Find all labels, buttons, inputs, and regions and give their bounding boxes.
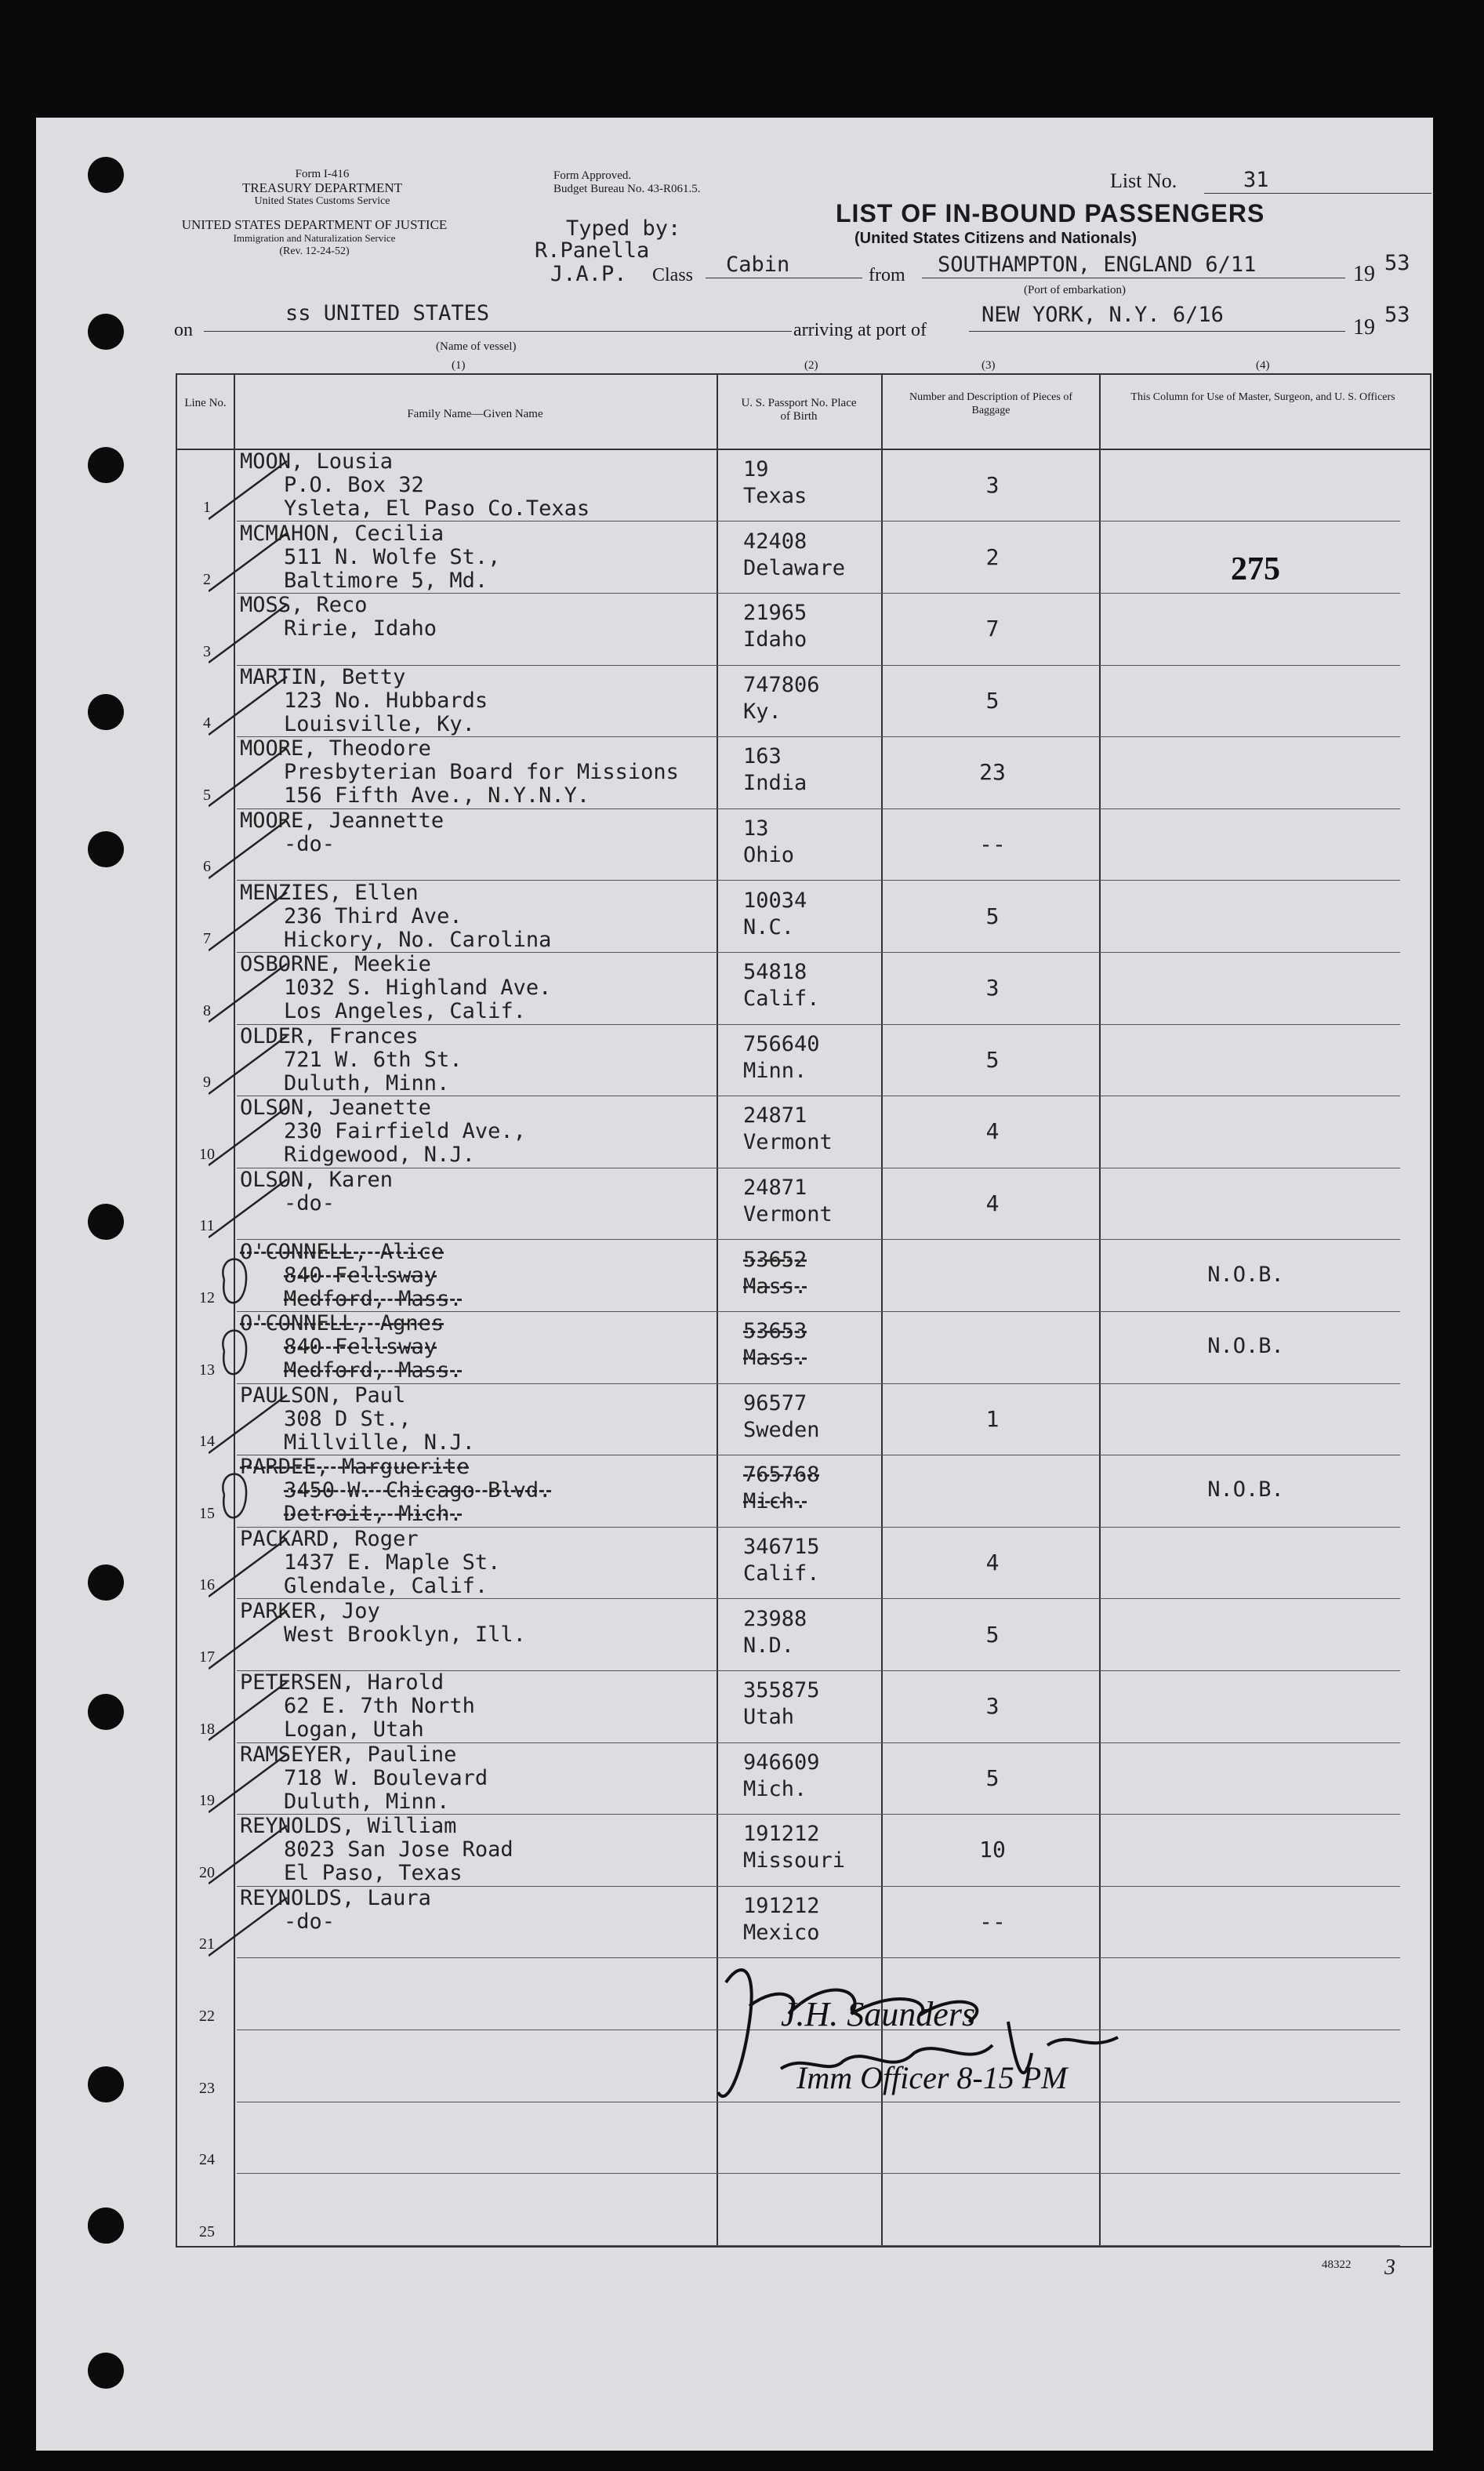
col-header-passport: U. S. Passport No. Place of Birth [741, 397, 857, 423]
punch-hole [88, 1564, 124, 1601]
list-no-label: List No. [1110, 169, 1177, 192]
port-embark-caption: (Port of embarkation) [1024, 284, 1126, 296]
address-line-1: 3450 W. Chicago Blvd. [284, 1478, 552, 1503]
line-number: 7 [203, 929, 211, 947]
address-line-1: 718 W. Boulevard [284, 1765, 488, 1790]
passport-number: 24871 [743, 1103, 807, 1128]
baggage-count: 5 [985, 1046, 1000, 1073]
passenger-name: MOSS, Reco [240, 593, 368, 618]
line-number: 19 [199, 1792, 215, 1810]
passenger-name: OSBORNE, Meekie [240, 952, 431, 977]
line-number: 20 [199, 1863, 215, 1881]
baggage-count: 3 [985, 1693, 1000, 1720]
baggage-count: 5 [985, 687, 1000, 714]
place-of-birth: Ohio [743, 843, 795, 867]
check-mark [209, 1104, 295, 1167]
arrive-year-prefix: 19 [1353, 315, 1375, 340]
punch-hole [88, 694, 124, 730]
list-no-value: 31 [1243, 168, 1269, 192]
passenger-name: PARDEE, Marguerite [240, 1455, 470, 1480]
form-identification [216, 168, 428, 208]
place-of-birth: Mass. [743, 1346, 807, 1371]
baggage-count: 1 [985, 1405, 1000, 1432]
footer-code: 48322 [1322, 2258, 1352, 2271]
table-row [177, 1671, 1400, 1742]
address-line-2: Detroit, Mich. [284, 1502, 463, 1527]
address-line-2: Ridgewood, N.J. [284, 1143, 475, 1168]
col-header-baggage: Number and Description of Pieces of Baggage [909, 391, 1072, 416]
passport-number: 346715 [743, 1535, 820, 1559]
passenger-name-cell [240, 1384, 773, 1455]
check-mark [209, 1895, 295, 1957]
passenger-name: MARTIN, Betty [240, 664, 406, 689]
passenger-name: MOORE, Theodore [240, 736, 431, 761]
address-line-2: El Paso, Texas [284, 1861, 463, 1886]
on-label: on [174, 320, 193, 340]
baggage-count: 10 [979, 1837, 1006, 1863]
officer-signature [710, 1951, 1149, 2147]
check-mark [209, 1392, 295, 1455]
from-year: 53 [1384, 251, 1410, 275]
line-number: 13 [199, 1361, 215, 1379]
from-label: from [869, 265, 905, 285]
table-row [177, 1241, 1400, 1312]
passport-number: 19 [743, 457, 769, 481]
passport-number: 10034 [743, 888, 807, 913]
baggage-count: 2 [985, 543, 1000, 570]
class-value: Cabin [726, 253, 790, 277]
manifest-page [36, 118, 1433, 2451]
address-line-1: 308 D St., [284, 1406, 412, 1431]
address-line-2: 156 Fifth Ave., N.Y.N.Y. [284, 783, 590, 809]
passport-cell [743, 959, 900, 1012]
table-row [177, 450, 1400, 521]
address-line-2: Louisville, Ky. [284, 711, 475, 736]
address-line-2: Medford, Mass. [284, 1286, 463, 1311]
line-number: 8 [203, 1001, 211, 1019]
address-line-1: 230 Fairfield Ave., [284, 1119, 526, 1144]
line-number: 6 [203, 858, 211, 876]
passenger-name: MOORE, Jeannette [240, 809, 444, 833]
check-mark [209, 1679, 295, 1742]
passport-number: 23988 [743, 1606, 807, 1631]
table-row [177, 1743, 1400, 1815]
col-num-3: (3) [981, 359, 996, 372]
baggage-count: 5 [985, 1764, 1000, 1791]
address-line-1: 721 W. 6th St. [284, 1047, 463, 1072]
passport-cell [743, 1893, 900, 1946]
address-line-2: Logan, Utah [284, 1717, 424, 1742]
passenger-name-cell [240, 522, 773, 593]
passenger-name-cell [240, 1600, 773, 1647]
place-of-birth: Sweden [743, 1417, 820, 1442]
check-mark [209, 601, 295, 664]
passport-cell [743, 888, 900, 941]
budget-bureau: Budget Bureau No. 43-R061.5. [553, 183, 701, 195]
passenger-name: OLSON, Jeanette [240, 1096, 431, 1121]
address-line-1: 62 E. 7th North [284, 1694, 475, 1719]
vessel-caption: (Name of vessel) [436, 340, 517, 353]
col-num-1: (1) [452, 359, 466, 372]
passenger-name: MCMAHON, Cecilia [240, 521, 444, 546]
baggage-count: -- [979, 1909, 1006, 1935]
baggage-count: 5 [985, 1621, 1000, 1648]
address-line-2: Baltimore 5, Md. [284, 568, 488, 593]
punch-hole [88, 2208, 124, 2244]
check-mark [209, 458, 295, 521]
passport-number: 53653 [743, 1319, 807, 1344]
line-number: 9 [203, 1074, 211, 1092]
page-title: LIST OF IN-BOUND PASSENGERS [836, 199, 1265, 227]
address-line-2: Ysleta, El Paso Co.Texas [284, 496, 590, 521]
passenger-name: RAMSEYER, Pauline [240, 1742, 457, 1767]
signature-name: J.H. Saunders [781, 1995, 976, 2033]
line-number: 5 [203, 786, 211, 804]
port-of-embarkation: SOUTHAMPTON, ENGLAND 6/11 [938, 253, 1257, 277]
address-line-1: 840 Fellsway [284, 1335, 437, 1360]
baggage-count: 23 [979, 759, 1006, 786]
address-line-1: 236 Third Ave. [284, 903, 463, 928]
baggage-count: 7 [985, 616, 1000, 642]
circled-line-mark [209, 1248, 295, 1311]
punch-hole [88, 314, 124, 350]
typed-by-2: J.A.P. [550, 262, 627, 286]
table-row [177, 666, 1400, 737]
line-number: 23 [199, 2079, 215, 2097]
passenger-name-cell [240, 1815, 773, 1885]
officer-note: N.O.B. [1207, 1262, 1284, 1287]
justice-dept: UNITED STATES DEPARTMENT OF JUSTICE [181, 217, 448, 232]
line-number: 1 [203, 499, 211, 517]
passport-number: 163 [743, 744, 782, 769]
line-number: 17 [199, 1648, 215, 1666]
address-line-1: Presbyterian Board for Missions [284, 760, 679, 785]
passport-cell [743, 1175, 900, 1228]
passport-cell [743, 529, 900, 582]
line-number: 24 [199, 2151, 215, 2169]
passport-cell [743, 1390, 900, 1444]
check-mark [209, 1751, 295, 1814]
place-of-birth: Delaware [743, 555, 846, 580]
place-of-birth: Mass. [743, 1274, 807, 1299]
table-row [177, 1887, 1400, 1958]
passenger-name-cell [240, 1025, 773, 1096]
passport-number: 53652 [743, 1247, 807, 1272]
line-number: 22 [199, 2007, 215, 2025]
passport-cell [743, 1534, 900, 1587]
treasury-dept: TREASURY DEPARTMENT [241, 180, 403, 195]
passport-number: 191212 [743, 1894, 820, 1918]
place-of-birth: Mich. [743, 1776, 807, 1801]
place-of-birth: Mexico [743, 1920, 820, 1945]
passport-cell [743, 743, 900, 797]
passenger-name-cell [240, 1887, 773, 1934]
check-mark [209, 530, 295, 593]
passenger-name-cell [240, 594, 773, 641]
place-of-birth: N.D. [743, 1633, 795, 1658]
address-line-1: P.O. Box 32 [284, 473, 424, 497]
line-number: 25 [199, 2222, 215, 2240]
check-mark [209, 1822, 295, 1885]
address-line-1: -do- [284, 832, 336, 856]
line-number: 2 [203, 570, 211, 588]
baggage-count: 5 [985, 903, 1000, 929]
arriving-label: arriving at port of [793, 320, 927, 340]
passport-number: 355875 [743, 1678, 820, 1703]
ins-service: Immigration and Naturalization Service [233, 232, 396, 244]
address-line-1: 1032 S. Highland Ave. [284, 976, 552, 1001]
address-line-1: -do- [284, 1910, 336, 1934]
passport-cell [743, 672, 900, 725]
passenger-name: REYNOLDS, Laura [240, 1886, 431, 1910]
passenger-name-cell [240, 1096, 773, 1167]
punch-hole [88, 2353, 124, 2389]
signature-title: Imm Officer 8-15 PM [796, 2060, 1068, 2095]
passport-cell [743, 1318, 900, 1372]
passport-cell [743, 1103, 900, 1156]
address-line-1: 8023 San Jose Road [284, 1837, 513, 1862]
passenger-name-cell [240, 666, 773, 736]
arrive-year: 53 [1384, 303, 1410, 327]
line-number: 10 [199, 1145, 215, 1163]
punch-hole [88, 2066, 124, 2102]
passenger-name-cell [240, 450, 773, 521]
customs-service: United States Customs Service [254, 195, 390, 207]
form-number: Form I-416 [295, 168, 350, 180]
passenger-name-cell [240, 1671, 773, 1742]
baggage-count: 4 [985, 1550, 1000, 1575]
passport-cell [743, 1031, 900, 1085]
passenger-name: OLSON, Karen [240, 1168, 394, 1192]
table-row [177, 522, 1400, 594]
passport-cell [743, 1247, 900, 1300]
line-number: 18 [199, 1720, 215, 1738]
passenger-name-cell [240, 1528, 773, 1598]
passenger-name-cell [240, 737, 773, 808]
address-line-1: West Brooklyn, Ill. [284, 1622, 526, 1647]
arrival-port: NEW YORK, N.Y. 6/16 [981, 303, 1224, 327]
row-rule [237, 2245, 1400, 2246]
address-line-2: Millville, N.J. [284, 1430, 475, 1455]
check-mark [209, 1608, 295, 1670]
passenger-name-cell [240, 1455, 773, 1526]
line-number: 12 [199, 1288, 215, 1306]
class-label: Class [652, 265, 694, 285]
passenger-name: MENZIES, Ellen [240, 880, 419, 905]
address-line-2: Glendale, Calif. [284, 1574, 488, 1598]
vessel-rule [204, 331, 792, 332]
address-line-2: Duluth, Minn. [284, 1070, 450, 1096]
passport-cell [743, 1462, 900, 1515]
check-mark [209, 1033, 295, 1096]
col-header-line: Line No. [184, 397, 227, 409]
typed-by-label: Typed by: [566, 216, 681, 241]
col-num-2: (2) [804, 359, 818, 372]
approval-block [553, 169, 700, 196]
arrival-rule [969, 331, 1345, 332]
revision-date: (Rev. 12-24-52) [279, 245, 350, 257]
baggage-count: 3 [985, 472, 1000, 498]
table-row [177, 953, 1400, 1024]
address-line-1: 123 No. Hubbards [284, 688, 488, 713]
check-mark [209, 1176, 295, 1239]
baggage-count: 4 [985, 1118, 1000, 1145]
place-of-birth: N.C. [743, 914, 795, 939]
place-of-birth: Minn. [743, 1058, 807, 1083]
place-of-birth: Calif. [743, 987, 820, 1012]
punch-hole [88, 1204, 124, 1240]
list-no-rule [1204, 193, 1431, 194]
circled-line-mark [209, 1320, 295, 1383]
punch-hole [88, 447, 124, 483]
table-row [177, 2174, 1400, 2245]
officer-note: N.O.B. [1207, 1477, 1284, 1503]
place-of-birth: Calif. [743, 1561, 820, 1586]
passenger-name-cell [240, 881, 773, 952]
vessel-name: ss UNITED STATES [285, 301, 490, 325]
passenger-name-cell [240, 1241, 773, 1311]
from-year-prefix: 19 [1353, 262, 1375, 286]
place-of-birth: Missouri [743, 1848, 846, 1873]
address-line-1: Ririe, Idaho [284, 616, 437, 641]
passenger-table [176, 373, 1431, 2248]
passport-cell [743, 600, 900, 653]
check-mark [209, 674, 295, 736]
justice-dept-block [177, 218, 452, 258]
line-number: 3 [203, 642, 211, 660]
passenger-name-cell [240, 1168, 773, 1216]
address-line-1: 511 N. Wolfe St., [284, 544, 501, 569]
address-line-1: 1437 E. Maple St. [284, 1550, 501, 1575]
baggage-count: -- [979, 831, 1006, 857]
passport-cell [743, 1750, 900, 1803]
punch-hole [88, 831, 124, 867]
table-row [177, 1528, 1400, 1599]
line-number: 21 [199, 1935, 215, 1953]
passenger-name-cell [240, 1743, 773, 1814]
check-mark [209, 961, 295, 1023]
passport-number: 946609 [743, 1750, 820, 1775]
passport-number: 191212 [743, 1822, 820, 1847]
place-of-birth: Mich. [743, 1489, 807, 1514]
punch-hole [88, 157, 124, 193]
table-row [177, 881, 1400, 953]
table-row [177, 809, 1400, 881]
officer-note: N.O.B. [1207, 1334, 1284, 1359]
page-subtitle: (United States Citizens and Nationals) [854, 230, 1137, 247]
address-line-2: Duluth, Minn. [284, 1789, 450, 1814]
passport-cell [743, 816, 900, 869]
passport-cell [743, 456, 900, 510]
passport-number: 96577 [743, 1390, 807, 1415]
passenger-name: O'CONNELL, Agnes [240, 1311, 444, 1336]
check-mark [209, 889, 295, 952]
place-of-birth: Ky. [743, 699, 782, 724]
punch-hole [88, 1694, 124, 1730]
table-row [177, 1312, 1400, 1383]
passenger-name: O'CONNELL, Alice [240, 1239, 444, 1264]
address-line-2: Los Angeles, Calif. [284, 999, 526, 1024]
passenger-name-cell [240, 809, 773, 856]
passport-cell [743, 1606, 900, 1659]
passport-number: 13 [743, 816, 769, 841]
passenger-name-cell [240, 953, 773, 1023]
table-row [177, 1455, 1400, 1527]
col-header-name: Family Name—Given Name [407, 408, 543, 420]
place-of-birth: Utah [743, 1705, 795, 1730]
table-row [177, 1815, 1400, 1886]
table-row [177, 594, 1400, 665]
check-mark [209, 745, 295, 808]
passenger-name: MOON, Lousia [240, 449, 394, 474]
table-row [177, 1600, 1400, 1671]
table-row [177, 1096, 1400, 1168]
passport-number: 756640 [743, 1031, 820, 1056]
table-row [177, 1025, 1400, 1096]
place-of-birth: India [743, 771, 807, 796]
place-of-birth: Idaho [743, 627, 807, 652]
passport-cell [743, 1677, 900, 1731]
col-header-officers: This Column for Use of Master, Surgeon, and U. S. Officers [1130, 391, 1395, 403]
address-line-1: 840 Fellsway [284, 1263, 437, 1288]
passenger-name: OLDER, Frances [240, 1023, 419, 1048]
passenger-name: PETERSEN, Harold [240, 1670, 444, 1695]
passport-number: 42408 [743, 529, 807, 554]
baggage-count: 4 [985, 1190, 1000, 1216]
handwritten-275: 275 [1231, 551, 1280, 587]
line-number: 14 [199, 1433, 215, 1451]
line-number: 15 [199, 1504, 215, 1522]
passenger-name: PACKARD, Roger [240, 1527, 419, 1551]
place-of-birth: Vermont [743, 1130, 833, 1155]
address-line-2: Medford, Mass. [284, 1358, 463, 1383]
passport-number: 54818 [743, 960, 807, 985]
baggage-count: 3 [985, 975, 1000, 1001]
passenger-name-cell [240, 1312, 773, 1383]
line-number: 11 [199, 1217, 215, 1235]
passport-cell [743, 1821, 900, 1874]
form-approved: Form Approved. [553, 169, 632, 182]
line-number: 4 [203, 714, 211, 732]
passenger-name: PAULSON, Paul [240, 1383, 406, 1408]
corner-mark: 3 [1384, 2255, 1395, 2280]
table-row [177, 737, 1400, 809]
place-of-birth: Vermont [743, 1202, 833, 1226]
table-row [177, 1168, 1400, 1240]
check-mark [209, 817, 295, 880]
col-num-4: (4) [1256, 359, 1270, 372]
table-row [177, 1384, 1400, 1455]
line-number: 16 [199, 1576, 215, 1594]
passport-number: 24871 [743, 1176, 807, 1200]
circled-line-mark [209, 1463, 295, 1526]
passport-number: 21965 [743, 601, 807, 626]
typed-by-1: R.Panella [535, 238, 650, 263]
place-of-birth: Texas [743, 484, 807, 508]
passenger-name: REYNOLDS, William [240, 1814, 457, 1839]
address-line-2: Hickory, No. Carolina [284, 927, 552, 952]
address-line-1: -do- [284, 1191, 336, 1216]
passenger-name: PARKER, Joy [240, 1598, 380, 1623]
check-mark [209, 1535, 295, 1598]
passport-number: 765768 [743, 1463, 820, 1488]
passport-number: 747806 [743, 672, 820, 697]
